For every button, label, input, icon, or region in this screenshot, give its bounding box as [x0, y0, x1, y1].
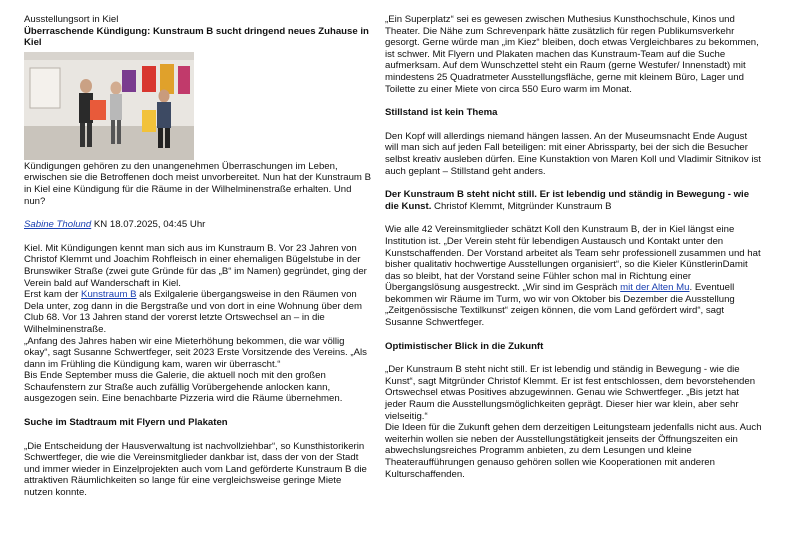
- paragraph-text: Wie alle 42 Vereinsmitglieder schätzt Koll den Kunstraum B, der in Kiel längst eine Institution ist. „Der Verein steht für lebendigen Austausch und Kontakt unter den Kunstschaffenden. Der Vorstand arbeitet als Team sehr professionell zusammen und hat bisher qualitativ hochwertige Ausstellungen organisiert“, so die Kieler KünstlerinDamit das so bleibt, hat der Vorstand seine Fühler schon mal in Richtung einer Übergangslösung ausgestreckt. „Wir sind im Gespräch: [385, 224, 761, 294]
- pull-quote-text: Der Kunstraum B steht nicht still. Er ist lebendig und ständig in Bewegung - wie die Kunst.: [385, 189, 750, 212]
- kunstraum-b-link[interactable]: Kunstraum B: [81, 289, 137, 301]
- paragraph-museumsnacht: Den Kopf will allerdings niemand hängen lassen. An der Museumsnacht Ende August will man sich auf jeden Fall beteiligen: mit einer Abrissparty, bei der sich die Besucher selbst kreativ ausleben dürfen. Eine Kunstaktion von Maren Koll und Vladimir Sitnikov ist auch geplant – Stillstand geht anders.: [385, 130, 761, 177]
- article-title: Überraschende Kündigung: Kunstraum B sucht dringend neues Zuhause in Kiel: [24, 25, 369, 49]
- article-byline: [24, 219, 372, 231]
- paragraph-move-out: Bis Ende September muss die Galerie, die aktuell noch mit den großen Schaufenstern zur Straße auch zufällig Vorübergehende anlocken kann, ausgezogen sein. Eine benachbarte Pizzeria wird die Räume übernehmen.: [24, 370, 343, 405]
- pull-quote-attribution: Christof Klemmt, Mitgründer Kunstraum B: [431, 200, 612, 212]
- author-link[interactable]: Sabine Tholund: [24, 219, 92, 231]
- subheading-zukunft: Optimistischer Blick in die Zukunft: [385, 340, 544, 352]
- article-intro: Kündigungen gehören zu den unangenehmen Überraschungen im Leben, erwischen sie die Betroffenen doch meist unvorbereitet. Nun hat der Kunstraum B in Kiel eine Kündigung für die Räume in der Wilhelminenstraße erhalten. Und nun?: [24, 160, 371, 207]
- paragraph-superplatz: „Ein Superplatz“ sei es gewesen zwischen Muthesius Kunsthochschule, Kinos und Theater. Die Nähe zum Schrevenpark hätte zusätzlich für regen Publikumsverkehr gesorgt. Gerne würde man „im Kiez“ bleiben, doch etwas Vergleichbares zu bekommen, ist schwer. Mit Flyern und Plakaten machen das Kunstraum-Team auf die Suche aufmerksam. Auf dem Wunschzettel steht ein Raum (gerne Westufer/ Innenstadt) mit mindestens 25 Quadratmeter Ausstellungsfläche, gerne mit kleinem Büro, Lager und Toilette zu einer Miete von circa 550 Euro warm im Monat.: [385, 14, 759, 95]
- left-column: [24, 14, 372, 499]
- paragraph-text: Erst kam der: [24, 289, 82, 301]
- paragraph-decision: „Die Entscheidung der Hausverwaltung ist nachvollziehbar“, so Kunsthistorikerin Schwertfeger, die wie die Vereinsmitglieder dankbar ist, dass der von der Stadt und immer wieder in Einzelprojekten auch vom Land geförderte Kunstraum B die attraktiven Räumlichkeiten so lange für eine vergleichsweise geringe Miete nutzen konnte.: [24, 440, 367, 499]
- byline-date: KN 18.07.2025, 04:45 Uhr: [91, 219, 206, 231]
- paragraph-ideas: Die Ideen für die Zukunft gehen dem derzeitigen Leitungsteam jedenfalls nicht aus. Auch weiterhin wollen sie neben der Ausstellungstätigkeit jenseits der Öffnungszeiten ein abwechslungsreiches Programm anbieten, zu dem Lesungen und kleine Theateraufführungen genauso gehören sollen wie Kooperationen mit anderen Kulturschaffenden.: [385, 422, 762, 480]
- paragraph-text: Kiel. Mit Kündigungen kennt man sich aus im Kunstraum B. Vor 23 Jahren von Christof Klemmt und Joachim Rohfleisch in einer ehemaligen Bügelstube in der Brunswiker Straße (zwei gute Gründe für das „B“ im Namen) gegründet, ging der Verein bald auf Wanderschaft in Kiel.: [24, 242, 367, 289]
- subheading-search: Suche im Stadtraum mit Flyern und Plakaten: [24, 417, 228, 429]
- subheading-stillstand: Stillstand ist kein Thema: [385, 107, 498, 119]
- right-column: [385, 14, 763, 480]
- article-kicker: Ausstellungsort in Kiel: [24, 14, 119, 25]
- paragraph-members: [385, 224, 763, 328]
- alte-mu-link[interactable]: mit der Alten Mu: [620, 282, 690, 294]
- paragraph-optimism: „Der Kunstraum B steht nicht still. Er ist lebendig und ständig in Bewegung - wie die Kunst“, sagt Mitgründer Christof Klemmt. Er ist fest entschlossen, dem bevorstehenden Ortswechsel etwas Positives abzugewinnen. Genau wie Schwertfeger. „Bis jetzt hat jeder Raum die Ausstellungsmöglichkeiten geprägt. Dieser hier war klein, aber sehr vielseitig.“: [385, 364, 756, 422]
- paragraph-quote: „Anfang des Jahres haben wir eine Mieterhöhung bekommen, die war völlig okay“, sagt Susanne Schwertfeger, seit 2023 Erste Vorsitzende des Vereins. „Als dann im Frühling die Kündigung kam, waren wir überrascht.“: [24, 335, 367, 370]
- gallery-photo: [24, 52, 194, 160]
- pull-quote: [385, 189, 763, 212]
- paragraph-text: als Exilgalerie übergangsweise in den Räumen von Dela unter, zog dann in die Bergstraße und von dort in eine Wohnung über dem Club 68. Vor 13 Jahren stand der vorerst letzte Ortswechsel an – in die Wilhelminenstraße.: [24, 289, 362, 335]
- paragraph-text: . Eventuell bekommen wir Räume im Turm, wo wir von Oktober bis Dezember die Ausstellung „Zeitgenössische Textilkunst“ zeigen können, die vom Land gefördert wird“, sagt Susanne Schwertfeger.: [385, 282, 735, 329]
- paragraph-history: [24, 243, 372, 336]
